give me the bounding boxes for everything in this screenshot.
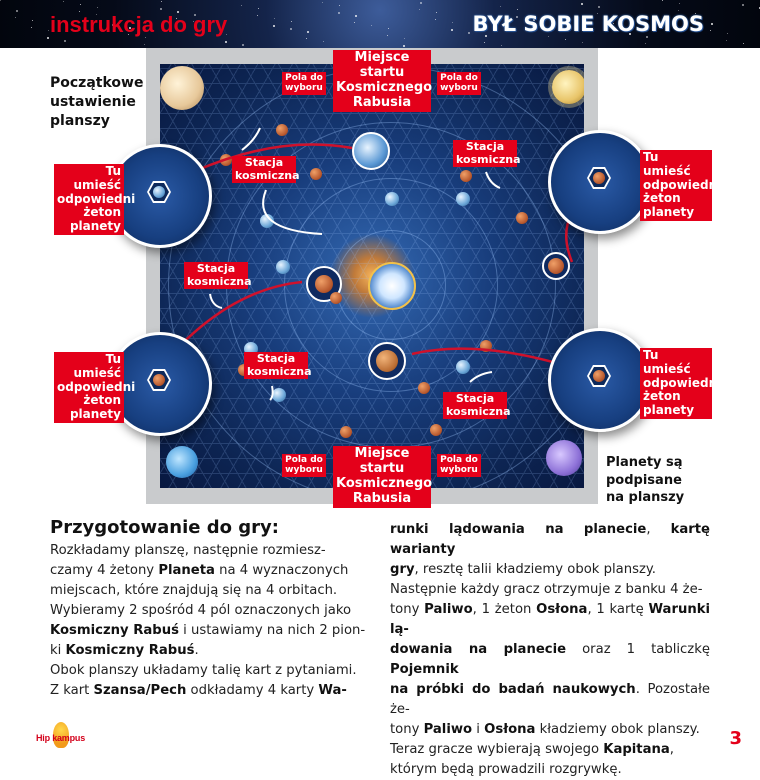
label-line: żeton [643, 390, 709, 404]
neptune-icon [546, 440, 582, 476]
label-station-5 [443, 392, 511, 419]
label-line: kosmiczna [235, 168, 300, 182]
label-choice-top-left [282, 72, 326, 95]
small-planet-icon [480, 340, 492, 352]
label-line: Miejsce startu [336, 51, 428, 81]
small-planet-icon [430, 424, 442, 436]
label-station-3 [184, 262, 252, 289]
text-line: runki lądowania na planecie, kartę warianty [390, 522, 710, 557]
label-line: kosmiczna [456, 152, 521, 166]
label-line: Pola do [440, 455, 478, 465]
text-line: Kosmiczny Rabuś i ustawiamy na nich 2 pion- [50, 623, 366, 638]
label-line: wyboru [440, 465, 478, 476]
label-line: kosmiczna [446, 404, 511, 418]
small-planet-icon [460, 170, 472, 182]
heading-line: planszy [50, 112, 110, 129]
label-line: planety [57, 220, 121, 234]
note-line: na planszy [606, 490, 685, 506]
label-line: Miejsce startu [336, 447, 428, 477]
label-line: kosmiczna [247, 364, 312, 378]
logo-text: Hip kampus [36, 733, 86, 743]
label-line: Pola do [440, 73, 478, 83]
label-line: kosmiczna [187, 274, 252, 288]
header-banner [0, 0, 760, 48]
text-line: Z kart Szansa/Pech odkładamy 4 karty Wa- [50, 683, 347, 698]
earth-planet-icon [260, 214, 274, 228]
label-line: odpowiedni [643, 177, 722, 192]
orbit-token-highlight [542, 252, 570, 280]
label-choice-bottom-right [437, 454, 481, 477]
label-start-top [333, 50, 431, 112]
label-line: Stacja [187, 263, 245, 276]
text-line: którym będą prowadzili rozgrywkę. [390, 762, 622, 777]
heading-line: ustawienie [50, 93, 136, 110]
text-line: tony Paliwo i Osłona kładziemy obok planszy. [390, 722, 700, 737]
text-line: tony Paliwo, 1 żeton Osłona, 1 kartę Warunki lą- [390, 602, 711, 637]
text-line: Rozkładamy planszę, następnie rozmiesz- [50, 543, 326, 558]
label-line: Tu umieść [643, 151, 709, 179]
small-planet-icon [418, 382, 430, 394]
page-number: 3 [729, 728, 742, 749]
label-choice-bottom-left [282, 454, 326, 477]
publisher-logo [36, 722, 108, 754]
label-line: Stacja [456, 141, 514, 154]
small-planet-icon [276, 124, 288, 136]
label-line: Stacja [446, 393, 504, 406]
label-line: odpowiedni [57, 191, 136, 206]
label-line: Rabusia [336, 492, 428, 507]
earth-planet-icon [456, 192, 470, 206]
small-planet-icon [220, 154, 232, 166]
game-title: BYŁ SOBIE KOSMOS [472, 12, 704, 36]
label-line: wyboru [285, 83, 323, 94]
jupiter-icon [160, 66, 204, 110]
label-line: odpowiedni [57, 379, 136, 394]
label-station-4 [244, 352, 312, 379]
instruction-title: instrukcja do gry [50, 12, 228, 37]
label-place-token-top-left [54, 164, 136, 235]
earth-token-highlight [352, 132, 390, 170]
earth-planet-icon [272, 388, 286, 402]
text-line: Wybieramy 2 spośród 4 pól oznaczonych jako [50, 603, 352, 618]
earth-planet-icon [456, 360, 470, 374]
earth-planet-icon [385, 192, 399, 206]
small-planet-icon [516, 212, 528, 224]
label-line: Kosmicznego [336, 79, 433, 95]
text-line: ki Kosmiczny Rabuś. [50, 643, 199, 658]
label-line: Tu umieść [57, 165, 121, 193]
section-title: Przygotowanie do gry: [50, 517, 279, 538]
label-line: żeton [643, 192, 709, 206]
label-place-token-bottom-left [54, 352, 136, 423]
jupiter-token-highlight [368, 342, 406, 380]
small-planet-icon [340, 426, 352, 438]
uranus-icon [166, 446, 198, 478]
label-line: Pola do [285, 455, 323, 465]
label-line: Tu umieść [57, 353, 121, 381]
label-line: wyboru [440, 83, 478, 94]
label-line: żeton [57, 206, 121, 220]
text-line: dowania na planecie oraz 1 tabliczkę Pojemnik [390, 642, 710, 677]
text-line: Obok planszy układamy talię kart z pytaniami. [50, 663, 357, 678]
text-line: gry, resztę talii kładziemy obok planszy. [390, 562, 656, 577]
note-line: podpisane [606, 472, 682, 488]
text-column-left [50, 541, 378, 701]
small-planet-icon [310, 168, 322, 180]
label-place-token-bottom-right [640, 348, 722, 419]
small-planet-icon [330, 292, 342, 304]
label-station-1 [232, 156, 300, 183]
text-line: czamy 4 żetony Planeta na 4 wyznaczonych [50, 563, 349, 578]
label-line: planety [643, 206, 709, 220]
text-line: na próbki do badań naukowych. Pozostałe że- [390, 682, 710, 717]
text-column-right [390, 520, 710, 780]
label-station-2 [453, 140, 521, 167]
earth-planet-icon [276, 260, 290, 274]
label-line: odpowiedni [643, 375, 722, 390]
heading-line: Początkowe [50, 75, 144, 91]
initial-setup-heading [50, 74, 143, 131]
label-start-bottom [333, 446, 431, 508]
note-line: Planety są [606, 455, 683, 470]
center-logo-sun [368, 262, 416, 310]
label-choice-top-right [437, 72, 481, 95]
zoom-circle-bottom-right [548, 328, 652, 432]
zoom-circle-top-right [548, 130, 652, 234]
label-line: Rabusia [336, 96, 428, 111]
text-line: Teraz gracze wybierają swojego Kapitana, [390, 742, 674, 757]
label-line: Stacja [247, 353, 305, 366]
saturn-icon [552, 70, 584, 104]
text-line: Następnie każdy gracz otrzymuje z banku 4 że- [390, 582, 703, 597]
label-line: Stacja [235, 157, 293, 170]
label-line: Pola do [285, 73, 323, 83]
label-line: wyboru [285, 465, 323, 476]
label-line: żeton [57, 394, 121, 408]
label-line: Kosmicznego [336, 475, 433, 491]
planets-labelled-note [606, 454, 684, 507]
label-line: planety [643, 404, 709, 418]
label-line: planety [57, 408, 121, 422]
text-line: miejscach, które znajdują się na 4 orbitach. [50, 583, 338, 598]
label-line: Tu umieść [643, 349, 709, 377]
label-place-token-top-right [640, 150, 722, 221]
